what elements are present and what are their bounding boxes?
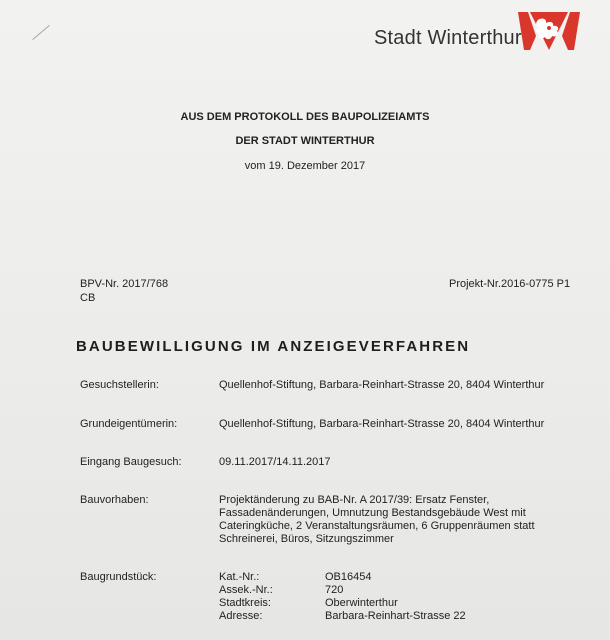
bauvorhaben-line: Schreinerei, Büros, Sitzungszimmer	[219, 533, 394, 545]
author-initials: CB	[80, 292, 96, 304]
bpv-number: BPV-Nr. 2017/768	[80, 278, 169, 290]
eingang-label: Eingang Baugesuch:	[80, 456, 182, 468]
adresse-label: Adresse:	[219, 610, 263, 622]
grundeigentuemerin-value: Quellenhof-Stiftung, Barbara-Reinhart-Strasse 20, 8404 Winterthur	[219, 418, 545, 430]
bauvorhaben-line: Cateringküche, 2 Veranstaltungsräumen, 6 Gruppenräumen statt	[219, 520, 535, 532]
project-number: Projekt-Nr.2016-0775 P1	[449, 278, 571, 290]
baugrundstueck-label: Baugrundstück:	[80, 571, 157, 583]
adresse-value: Barbara-Reinhart-Strasse 22	[325, 610, 466, 622]
bauvorhaben-label: Bauvorhaben:	[80, 494, 149, 506]
assek-nr-value: 720	[325, 584, 344, 596]
eingang-value: 09.11.2017/14.11.2017	[219, 456, 331, 468]
kat-nr-label: Kat.-Nr.:	[219, 571, 260, 583]
city-heading: DER STADT WINTERTHUR	[235, 135, 375, 147]
bauvorhaben-line: Fassadenänderungen, Umnutzung Bestandsgebäude West mit	[219, 507, 526, 519]
bauvorhaben-value	[219, 494, 535, 546]
kat-nr-value: OB16454	[325, 571, 372, 583]
winterthur-coat-of-arms-logo	[516, 10, 582, 52]
gesuchstellerin-label: Gesuchstellerin:	[80, 379, 159, 391]
protocol-heading: AUS DEM PROTOKOLL DES BAUPOLIZEIAMTS	[180, 111, 430, 123]
gesuchstellerin-value: Quellenhof-Stiftung, Barbara-Reinhart-Strasse 20, 8404 Winterthur	[219, 379, 545, 391]
assek-nr-label: Assek.-Nr.:	[219, 584, 273, 596]
bauvorhaben-line: Projektänderung zu BAB-Nr. A 2017/39: Ersatz Fenster,	[219, 494, 490, 506]
city-name: Stadt Winterthur	[374, 27, 522, 49]
stadtkreis-value: Oberwinterthur	[325, 597, 398, 609]
protocol-date: vom 19. Dezember 2017	[244, 160, 366, 172]
grundeigentuemerin-label: Grundeigentümerin:	[80, 418, 178, 430]
stadtkreis-label: Stadtkreis:	[219, 597, 271, 609]
pen-mark	[32, 25, 49, 40]
document-title: BAUBEWILLIGUNG IM ANZEIGEVERFAHREN	[76, 338, 471, 355]
